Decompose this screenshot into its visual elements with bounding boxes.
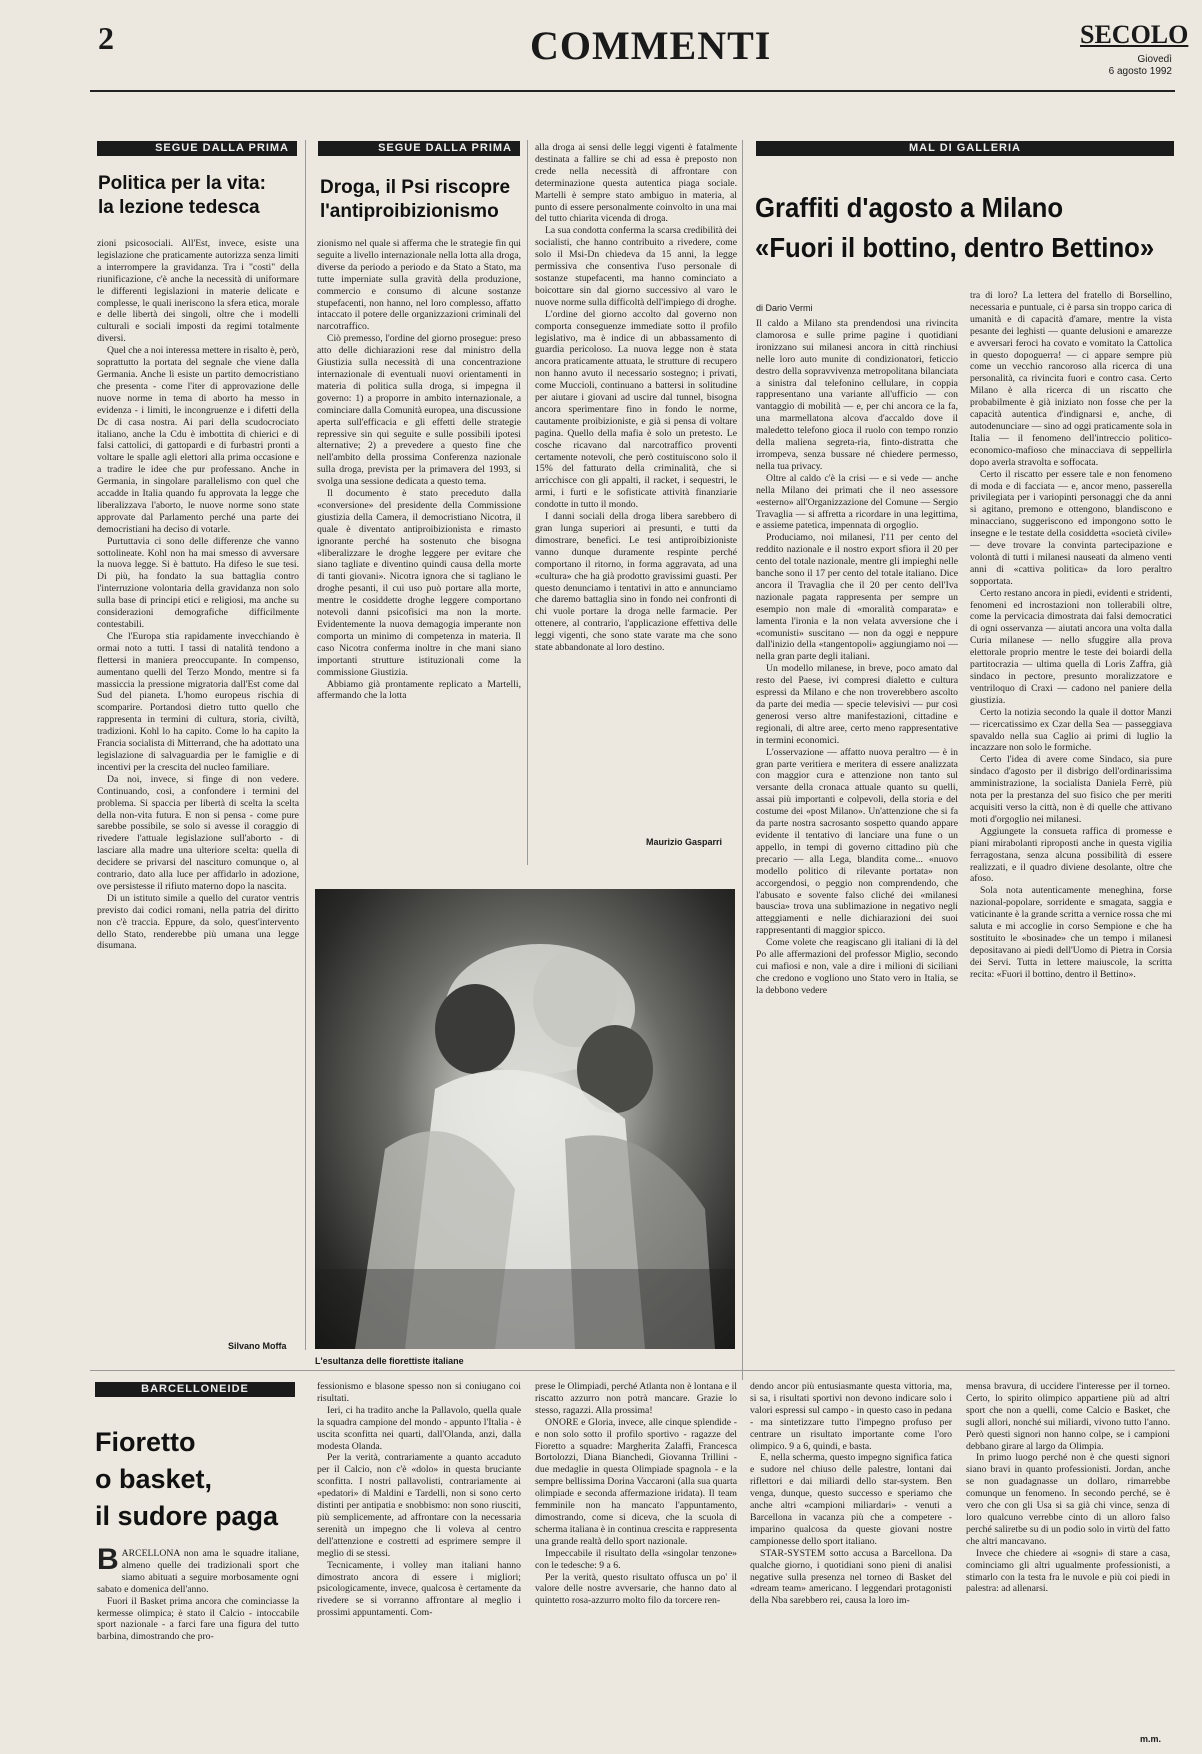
article2-body-col1 bbox=[317, 238, 521, 863]
article2-paragraph: zionismo nel quale si afferma che le strategie fin qui seguite a livello internazionale nella lotta alla droga, diverse da periodo a periodo e da Stato a Stato, ma tutte imperniate sulla gravità della produzione, commercio e consumo di alcune sostanze stupefacenti, non hanno, nel loro complesso, affatto intaccato il potere delle organizzazioni criminali del narcotraffico. bbox=[317, 238, 521, 333]
article1-headline bbox=[98, 172, 303, 220]
article4-title-line3: il sudore paga bbox=[95, 1501, 279, 1531]
article1-paragraph: Da noi, invece, si finge di non vedere. Continuando, così, a confondere i termini del problema. Si spaccia per libertà di scelta la scelta della non-vita futura. E non si pensa - come pure sarebbe possibile, se solo si avesse il coraggio di rivedere l'attuale legislazione sull'aborto - di lasciare alla madre una ulteriore scelta: quella di decidere se privarsi del nascituro comunque o, al contrario, dato alla luce per affidarlo in adozione, ove persistesse il rifiuto materno dopo la nascita. bbox=[97, 773, 299, 892]
article3-headline bbox=[755, 188, 1178, 268]
article4-paragraph: dendo ancor più entusiasmante questa vittoria, ma, si sa, i risultati sportivi non devono indicare solo i valori espressi sul campo - in questo caso in pedana - ma sintetizzare tutto l'impegno profuso per centrare un risultato importante come l'oro olimpico. 9 a 6, quindi, e basta. bbox=[750, 1381, 952, 1452]
article2-byline: Maurizio Gasparri bbox=[646, 837, 723, 847]
issue-day: Giovedì bbox=[1137, 54, 1172, 65]
newspaper-masthead: SECOLO bbox=[1080, 20, 1189, 49]
column-divider bbox=[742, 140, 743, 1380]
article3-paragraph: L'osservazione — affatto nuova peraltro — è in gran parte veritiera e meritera di essere analizzata con maggior cura e attenzione non tanto sul versante della cronaca attuale quanto su quelli, assai più importanti e colpevoli, della storia e del costume dei «post Milano». Un'attenzione che si fa da parte nostra sacrosanto sospetto quando appare evidente il tentativo di lanciare una fune o un appello, in tempi di governo cittadino più che precario — alla Lega, blandita come... «nuovo modello politico di rilevante portata» non accorgendosi, o peggio non comprendendo, che l'abusato e sovente falso cliché dei «milanesi bauscia» trova una sublimazione in negativo negli atteggiamenti e nelle dichiarazioni dei suoi rappresentanti di maggior spicco. bbox=[756, 746, 958, 937]
article3-paragraph: Oltre al caldo c'è la crisi — e si vede — anche nella Milano dei primati che il neo assessore «esterno» all'Organizzazione del Comune — Sergio Travaglia — si affretta a ricordare in una legittima, e assieme patetica, impennata di orgoglio. bbox=[756, 472, 958, 532]
article4-title-line1: Fioretto bbox=[95, 1427, 196, 1457]
article3-paragraph: Certo la notizia secondo la quale il dottor Manzi — ricercatissimo ex Czar della Sea — passeggiava spavaldo nella sua Caglio ai primi di luglio la incazzare non solo le formiche. bbox=[970, 706, 1172, 754]
article2-headline bbox=[320, 176, 525, 224]
article2-paragraph: Il documento è stato preceduto dalla «conversione» del presidente della Commissione giustizia della Camera, il democristiano Nicotra, il quale è diventato antiproibizionista e rimasto ignorante perché ha sostenuto che bisogna «liberalizzare le droghe leggere per evitare che siano tagliate e diventino quindi causa della morte di tanti giovani». Nicotra ignora che si tagliano le droghe pesanti, il cui uso può portare alla morte, mentre le cosiddette droghe leggere comportano notevoli danni psicofisici ma non la morte. Evidentemente la nuova demagogia imperante non comporta un minimo di competenza in materia. Il caso Nicotra conferma inoltre in che mani siano importanti strutture istituzionali come la commissione Giustizia. bbox=[317, 488, 521, 678]
fencers-photo bbox=[315, 889, 735, 1349]
article2-title-line1: Droga, il Psi riscopre bbox=[320, 177, 511, 198]
article1-byline: Silvano Moffa bbox=[228, 1341, 287, 1351]
article4-paragraph: E, nella scherma, questo impegno significa fatica e sudore nel chiuso delle palestre, lontani dai riflettori e dai miliardi dello star-system. Ben venga, dunque, questo successo e speriamo che anche altri «campioni miliardari» - venuti a Barcellona in vacanza più che a competere - imparino qualcosa da queste giovani nostre campionesse dello sport italiano. bbox=[750, 1452, 952, 1547]
article4-headline bbox=[95, 1424, 305, 1535]
article4-paragraph: Invece che chiedere ai «sogni» di stare a casa, cominciamo gli altri ugualmente professionisti, a stimarlo con la testa fra le nuvole e più coi piedi in palestra: ad allenarsi. bbox=[966, 1547, 1170, 1595]
article2-paragraph: alla droga ai sensi delle leggi vigenti è fatalmente destinata a fallire se chi ad essa è preposto non crede nella necessità di affrontare con determinazione questa autentica piaga sociale. Martelli è sempre stato ambiguo in materia, al punto di essere personalmente coinvolto in una mai del tutto chiarita vicenda di droga. bbox=[535, 142, 737, 225]
article1-paragraph: Di un istituto simile a quello del curator ventris previsto dai codici romani, nella patria del diritto non c'è traccia. Eppure, da solo, quest'intervento dello Stato, renderebbe più umana una legge disumana. bbox=[97, 892, 299, 952]
article3-paragraph: Aggiungete la consueta raffica di promesse e piani mirabolanti riproposti anche in questa vigilia ferragostana, senza alcuna possibilità di essere realizzati, e il quadro diviene desolante, oltre che afoso. bbox=[970, 825, 1172, 885]
article4-paragraph: ONORE e Gloria, invece, alle cinque splendide - e non solo sotto il profilo sportivo - ragazze del Fioretto a squadre: Margherita Zalaffi, Francesca Bortolozzi, Diana Bianchedi, Giovanna Trillini - due medaglie in questa Olimpiade spagnola - e la sempre bellissima Dorina Vaccaroni (alla sua quarta olimpiade e seconda affermazione iridata). Il team femminile non ha mancato l'appuntamento, dimostrando, come si diceva, che la scuola di scherma italiana è in continua crescita e rappresenta una grande realtà dello sport nazionale. bbox=[535, 1416, 737, 1547]
article3-kicker: MAL DI GALLERIA bbox=[756, 141, 1174, 156]
article3-paragraph: Certo il riscatto per essere tale e non fenomeno di moda e di facciata — e, ancor meno, passerella privilegiata per i variopinti personaggi che da anni si agitano, premono e ottengono, blandiscono e minacciano, suggeriscono ed impongono sotto le insegne e le testate della cosiddetta «società civile» — deve trovare la convinta partecipazione e volontà di tutti i milanesi nauseati da almeno venti anni di «cattiva politica» da loro peraltro sopportata. bbox=[970, 468, 1172, 587]
article4-body-col4 bbox=[750, 1381, 952, 1746]
article2-paragraph: L'ordine del giorno accolto dal governo non comporta conseguenze immediate sotto il profilo legislativo, ma è indice di un abbassamento di guardia pericoloso. La nuova legge non è stata ancora praticamente attuata, le strutture di recupero non hanno avuto il necessario sostegno; i privati, come Muccioli, continuano a battersi in solitudine per aiutare i giovani ad uscire dal tunnel, bisogna ancora sperimentare fino in fondo le norme, cautamente proibizioniste, e già si pensa di voltare pagina. Quello della mafia è solo un pretesto. Le cosche ricavano dal narcotraffico proventi certamente notevoli, che però costituiscono solo il 15% del fatturato della criminalità, che si arricchisce con gli appalti, il racket, i sequestri, le armi, i furti e le sofisticate attività finanziarie condotte in tutto il mondo. bbox=[535, 308, 737, 511]
article1-kicker: SEGUE DALLA PRIMA bbox=[97, 141, 297, 156]
article1-title-line1: Politica per la vita: bbox=[98, 173, 266, 194]
article3-body-col2 bbox=[970, 290, 1172, 1370]
page-number: 2 bbox=[98, 20, 114, 56]
article4-body-col1 bbox=[97, 1548, 299, 1748]
article4-body-col2 bbox=[317, 1381, 521, 1746]
article4-paragraph: mensa bravura, di uccidere l'interesse per il torneo. Certo, lo spirito olimpico appartiene più ad altri sport che non a quelli, come Calcio e Basket, che sugli allori, nonché sui miliardi, vivono tutto l'anno. Però questi signori non hanno colpe, se i campioni debbano girare al largo da Olimpia. bbox=[966, 1381, 1170, 1452]
column-divider bbox=[527, 140, 528, 865]
article3-paragraph: Produciamo, noi milanesi, l'11 per cento del reddito nazionale e il nostro export sfiora il 20 per cento del totale nazionale, mentre gli impieghi nelle banche sono il 17 per cento del totale italiano. Dice ancora il Travaglia che il 20 per cento dell'Iva nazionale pagata rappresenta per sempre un esempio non male di «moralità comparata» e lamenta l'ironia e la non velata avversione che i «comunisti» suscitano — non da oggi e neppure dall'inizio della «tangentopoli» aggiungiamo noi — nella gran parte degli italiani. bbox=[756, 532, 958, 663]
article4-paragraph bbox=[97, 1548, 299, 1596]
article1-body bbox=[97, 238, 299, 1334]
article2-kicker: SEGUE DALLA PRIMA bbox=[318, 141, 520, 156]
article4-paragraph: Fuori il Basket prima ancora che cominciasse la kermesse olimpica; è stato il Calcio - intoccabile sport nazionale - a farci fare una figura del tutto barbina, dimostrando che pro- bbox=[97, 1595, 299, 1643]
issue-date-text: 6 agosto 1992 bbox=[1108, 66, 1172, 77]
article4-paragraph: fessionismo e blasone spesso non si coniugano coi risultati. bbox=[317, 1381, 521, 1404]
article1-title-line2: la lezione tedesca bbox=[98, 197, 260, 218]
article4-title-line2: o basket, bbox=[95, 1464, 213, 1494]
article2-body-col2 bbox=[535, 142, 737, 834]
article1-paragraph: zioni psicosociali. All'Est, invece, esiste una legislazione che praticamente autorizza senza limiti a interrompere la gravidanza. Tra i "costi" della riunificazione, c'è anche la necessità di uniformare le differenti legislazioni in materie delicate e complesse, le quali ineriscono la sfera etica, morale e delle libertà dei singoli, oltre che i modelli culturali e sociali imposti da regimi totalmente diversi. bbox=[97, 238, 299, 345]
article3-paragraph: Sola nota autenticamente meneghina, forse nazional-popolare, sorridente e smagata, saggia e vaticinante è la grande scritta a vernice rossa che mi saluta e mi accoglie in corso Sempione e che ha sostituito le «bosinade» che un tempo i milanesi depositavano ai piedi dell'Uomo di Pietra in Corsia dei Servi. Tutta in lettere maiuscole, la scritta recita: «Fuori il bottino, dentro il Bettino». bbox=[970, 885, 1172, 980]
article4-paragraph: In primo luogo perché non è che questi signori siano bravi in quanto professionisti. Jordan, anche se non guadagnasse un dollaro, rimarrebbe comunque un fenomeno. In secondo perché, se è vero che con gli Usa si sa già chi vince, senza di loro qualcuno verrebbe cinto di un alloro falso perché saliretbe su di un podio solo in virtù del fatto che altri mancavano. bbox=[966, 1452, 1170, 1547]
article3-paragraph: Come volete che reagiscano gli italiani di là del Po alle affermazioni del professor Miglio, secondo cui mafiosi e non, vale a dire i milioni di siciliani che credono e vogliono uno Stato vero in Italia, se la debbono vedere bbox=[756, 937, 958, 996]
issue-date bbox=[1082, 54, 1172, 78]
article3-body-col1 bbox=[756, 318, 958, 1370]
header-rule bbox=[90, 90, 1175, 92]
article4-paragraph: STAR-SYSTEM sotto accusa a Barcellona. Da qualche giorno, i quotidiani sono pieni di analisi negative sulla presenza nel torneo di Basket del «dream team» americano. I leggendari protagonisti della Nba sarebbero rei, causa la loro im- bbox=[750, 1547, 952, 1607]
column-divider bbox=[305, 140, 306, 1350]
article3-title-line1: Graffiti d'agosto a Milano bbox=[755, 192, 1064, 223]
article4-body-col5 bbox=[966, 1381, 1170, 1733]
article3-byline: di Dario Vermi bbox=[756, 303, 813, 313]
article4-paragraph: Impeccabile il risultato della «singolar tenzone» con le tedesche: 9 a 6. bbox=[535, 1547, 737, 1571]
article3-paragraph: Certo l'idea di avere come Sindaco, sia pure sindaco d'agosto per il disbrigo dell'ordinarissima amministrazione, la socialista Daniela Ferrè, più nota per la prestanza del suo fisico che per meriti acquisiti verso la città, non è di quelle che attivano moti d'orgoglio nei milanesi. bbox=[970, 754, 1172, 825]
article4-body-col3 bbox=[535, 1381, 737, 1746]
article2-paragraph: I danni sociali della droga libera sarebbero di gran lunga superiori ai presunti, e tutti da dimostrare, benefici. Le tesi antiproibizioniste vanno dunque duramente respinte perché comportano il ritorno, in forma aggravata, ad una «cultura» che ha già prodotto gravissimi guasti. Per questo denunciamo i tentativi in atto e annunciamo che daremo battaglia sino in fondo nei confronti di chi vuole portare la droga nelle farmacie. Per ottenere, al contrario, l'applicazione effettiva delle leggi vigenti, che sono state varate ma che sono state abbandonate al loro destino. bbox=[535, 511, 737, 654]
article3-paragraph: tra di loro? La lettera del fratello di Borsellino, necessaria e puntuale, ci è parsa sin troppo carica di umanità e di capacità d'amare, mentre la vista pesante dei leghisti — quante delusioni e amarezze e avversari feroci ha covato e vomitato la Cattolica in questo dopoguerra! — ci appare sempre più come un vecchio rancoroso alla ricerca di una personalità, ca rivincita fuori e contro casa. Certo Milano è alla ricerca di un riscatto che probabilmente è già iniziato non fosse che per la capacità autentica d'indignarsi e, anche, di autodenunciare — sino ad oggi praticamente sola in Italia — il fenomeno dell'intreccio politico-economico-mafioso che minacciava di seppellirla dopo averla stravolta e soffocata. bbox=[970, 290, 1172, 468]
article2-paragraph: Abbiamo già prontamente replicato a Martelli, affermando che la lotta bbox=[317, 678, 521, 702]
article3-title-line2: «Fuori il bottino, dentro Bettino» bbox=[755, 232, 1155, 263]
article4-paragraph: prese le Olimpiadi, perché Atlanta non è lontana e il riscatto azzurro non potrà mancare. Grazie lo stesso, ragazzi. Alla prossima! bbox=[535, 1381, 737, 1416]
fencers-photo-graphic bbox=[315, 889, 735, 1349]
article4-paragraph: Per la verità, contrariamente a quanto accaduto per il Calcio, non c'è «dolo» in questa bruciante sconfitta. I nostri pallavolisti, contrariamente ai «pedatori» di Maldini e Tardelli, non si sono certo distinti per antipatia e snobbismo: non sono riusciti, più semplicemente, ad affrontare con la necessaria serenità un impegno che li voleva al centro dell'attenzione e costretti ad esprimere sempre il meglio di se stessi. bbox=[317, 1452, 521, 1559]
article3-paragraph: Il caldo a Milano sta prendendosi una rivincita clamorosa e sulle prime pagine i quotidiani ironizzano sui milanesi ancora in città rinchiusi nelle loro auto munite di condizionatori, feticcio destro della sopravvivenza metropolitana bilanciata a sinistra dal telefonino cellulare, in coppia rappresentano una variante all'ufficio — con vantaggio di mobilità — e, per chi ancora ce la fa, una marmellatona alcova d'accaldo dove il maledetto telefono gioca il ruolo con tempo ronzio della maliena segreta-ria, finto-distratta che irrompeva, senza bussare né chiedere permesso, nella tua privacy. bbox=[756, 318, 958, 472]
article3-paragraph: Un modello milanese, in breve, poco amato dal resto del Paese, ivi compresi dialetto e cultura espressi da Milano e che non troverebbero ascolto da parte dei media — specie televisivi — pur così generosi verso altre manifestazioni, cittadine e regionali, di altre aree, certo meno rappresentative in termini economici. bbox=[756, 663, 958, 746]
article3-paragraph: Certo restano ancora in piedi, evidenti e stridenti, fenomeni ed incrostazioni non tollerabili oltre, come la pervicacia dimostrata dai falsi democratici di ogni osservanza — aiutati ancora una volta dalla Curia milanese — nello sfuggire alla prova elettorale proprio mentre le teste dei boiardi della partitocrazia — ultima quella di Loris Zaffra, già sindaco in pectore, presunto moralizzatore e ventriloquo di Craxi — cadono nel paniere della giustizia. bbox=[970, 587, 1172, 706]
article1-paragraph: Quel che a noi interessa mettere in risalto è, però, soprattutto la portata del segnale che viene dalla Germania. Anche lì esiste un partito democristiano che presenta - come l'iter di approvazione delle nuove norme in tema di aborto ha messo in evidenza - i limiti, le incongruenze e i difetti della Dc di casa nostra. Ai pari della scudocrociato italiano, anche la Cdu è imbottita di chierici e di falsi cattolici, di gattopardi e di furbastri pronti a voltare le spalle agli elettori alla prima occasione e a tradire le idee che pur professano. Anche in Germania, in singolare parallelismo con quel che accadde in Italia quando fu approvata la legge che liberalizzava l'aborto, le nuove norme sono state approvate dal Parlamento perché una parte dei democristiani ha deciso di votarle. bbox=[97, 345, 299, 535]
photo-caption: L'esultanza delle fiorettiste italiane bbox=[315, 1356, 464, 1366]
article2-paragraph: Ciò premesso, l'ordine del giorno prosegue: preso atto delle dichiarazioni rese dal ministro della Giustizia sulla necessità di una concentrazione internazionale di eventuali nuovi orientamenti in materia di politica sulla droga, si impegna il governo: 1) a proporre in ambito internazionale, a cominciare dalla Comunità europea, una discussione aperta sull'efficacia e gli effetti delle strategie repressive sin qui seguite e sulle possibili ipotesi alternative; 2) a prevedere a questo fine che nell'ambito della prossima Conferenza nazionale sulla droga, prevista per la primavera del 1993, si svolga una sessione dedicata a questo tema. bbox=[317, 333, 521, 488]
article4-paragraph-text: ARCELLONA non ama le squadre italiane, almeno quelle dei tradizionali sport che siamo abituati a seguire morbosamente ogni sabato e domenica dell'anno. bbox=[97, 1548, 299, 1595]
article1-paragraph: Purtuttavia ci sono delle differenze che vanno sottolineate. Kohl non ha mai smesso di avversare la nuova legge. Si è battuto. Ha difeso le sue tesi. Di più, ha fondato la sua battaglia contro l'interruzione volontaria della gravidanza non solo sulla base di principi etici e religiosi, ma anche su considerazioni demografiche difficilmente contestabili. bbox=[97, 535, 299, 630]
article4-paragraph: Tecnicamente, i volley man italiani hanno dimostrato ancora di essere i migliori; psicologicamente, invece, qualcosa è certamente da rivedere se si vorranno affrontare al meglio i prossimi appuntamenti. Com- bbox=[317, 1559, 521, 1619]
article2-title-line2: l'antiproibizionismo bbox=[320, 201, 499, 222]
article4-paragraph: Per la verità, questo risultato offusca un po' il valore delle nostre avversarie, che hanno dato al quintetto rosa-azzurro molto filo da torcere ren- bbox=[535, 1571, 737, 1607]
article1-paragraph: Che l'Europa stia rapidamente invecchiando è ormai noto a tutti. I tassi di natalità tendono a flettersi in maniera preoccupante. In compenso, aumentano quelli del Terzo Mondo, mentre si fa massiccia la pressione migratoria dall'Est come dal Sud del pianeta. L'homo europeus rischia di scomparire. Portandosi dietro tutto quello che rappresenta in termini di cultura, storia, civiltà, tradizioni. Kohl lo ha capito. Come lo ha capito la Francia socialista di Mitterrand, che ha adottato una legislazione di salvaguardia per le famiglie e di incentivi per la crescita del nucleo familiare. bbox=[97, 630, 299, 773]
article4-kicker: BARCELLONEIDE bbox=[95, 1382, 295, 1397]
dropcap-b: B bbox=[97, 1548, 119, 1576]
article4-paragraph: Ieri, ci ha tradito anche la Pallavolo, quella quale la squadra campione del mondo - appunto l'Italia - è uscita sconfitta nei quarti, dall'Olanda, anzi, dalla modesta Olanda. bbox=[317, 1404, 521, 1452]
article2-paragraph: La sua condotta conferma la scarsa credibilità dei socialisti, che hanno contribuito a rivedere, come solo il Msi-Dn chiedeva da 15 anni, la legge permissiva che consentiva l'uso personale di sostanze stupefacenti, ma hanno cominciato a boicottare sin dal giorno successivo al varo le nuove norme sulla difficoltà dell'impiego di droghe. bbox=[535, 225, 737, 308]
section-divider bbox=[90, 1370, 1175, 1371]
article4-signature: m.m. bbox=[1140, 1734, 1162, 1744]
section-title: COMMENTI bbox=[530, 23, 772, 68]
